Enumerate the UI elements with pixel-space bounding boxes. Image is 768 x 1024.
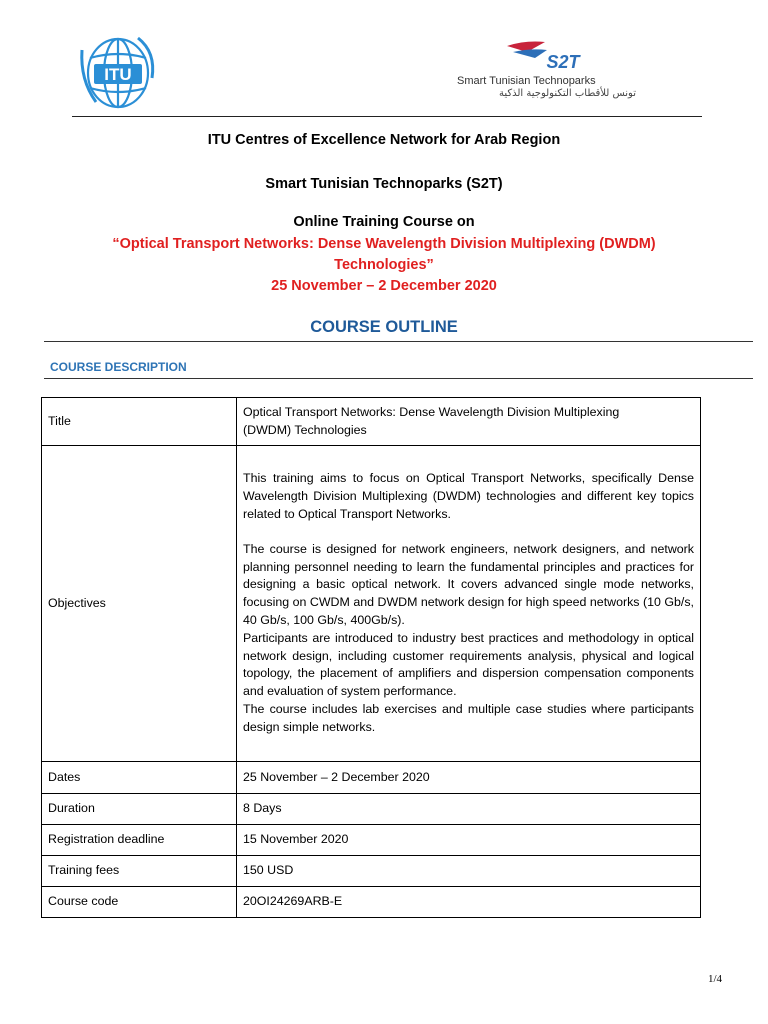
title-value-line2: (DWDM) Technologies xyxy=(243,422,367,437)
table-row xyxy=(42,825,701,856)
objectives-paragraph: The course is designed for network engineers, network designers, and network planning personnel needing to learn the fundamental principles and practices for designing a basic optical network. It covers advanced single mode networks, focusing on CWDM and DWDM network design for high speed networks (10 Gb/s, 40 Gb/s, 100 Gb/s, 400Gb/s). xyxy=(243,541,694,627)
objectives-paragraph: The course includes lab exercises and multiple case studies where participants design simple networks. xyxy=(243,701,694,734)
table-row xyxy=(42,794,701,825)
header-divider xyxy=(72,116,702,117)
table-row xyxy=(42,887,701,918)
dates-label: Dates xyxy=(42,762,237,794)
deadline-label: Registration deadline xyxy=(42,825,237,856)
objectives-paragraph: This training aims to focus on Optical Transport Networks, specifically Dense Wavelength Division Multiplexing (DWDM) technologies and different key topics related to Optical Transport Networks. xyxy=(243,471,694,522)
heading-online-course: Online Training Course on xyxy=(293,214,475,230)
duration-value: 8 Days xyxy=(237,794,701,825)
s2t-name: Smart Tunisian Technoparks xyxy=(457,75,596,87)
heading-s2t: Smart Tunisian Technoparks (S2T) xyxy=(265,176,503,192)
title-value xyxy=(237,398,701,446)
course-dates-heading: 25 November – 2 December 2020 xyxy=(271,278,497,294)
svg-text:S2T: S2T xyxy=(546,52,580,72)
heading-itu-centres: ITU Centres of Excellence Network for Arab Region xyxy=(207,132,561,148)
objectives-paragraph: Participants are introduced to industry best practices and methodology in optical network design, including customer requirements analysis, physical and logical topology, the placement of amplifiers and dispersion compensation components and evaluation of system performance. xyxy=(243,630,694,699)
table-row xyxy=(42,856,701,887)
objectives-value xyxy=(237,446,701,762)
deadline-value: 15 November 2020 xyxy=(237,825,701,856)
fees-value: 150 USD xyxy=(237,856,701,887)
table-row xyxy=(42,398,701,446)
course-title-line2: Technologies” xyxy=(334,257,434,273)
objectives-label: Objectives xyxy=(42,446,237,762)
course-info-table xyxy=(41,397,701,918)
fees-label: Training fees xyxy=(42,856,237,887)
itu-logo xyxy=(78,30,158,116)
course-code-label: Course code xyxy=(42,887,237,918)
course-title-line1: “Optical Transport Networks: Dense Wavelength Division Multiplexing (DWDM) xyxy=(112,236,656,252)
course-outline-title: COURSE OUTLINE xyxy=(310,318,458,336)
description-divider xyxy=(44,378,753,379)
page-number: 1/4 xyxy=(707,973,722,985)
title-label: Title xyxy=(42,398,237,446)
dates-value: 25 November – 2 December 2020 xyxy=(237,762,701,794)
duration-label: Duration xyxy=(42,794,237,825)
outline-divider xyxy=(44,341,753,342)
title-value-line1: Optical Transport Networks: Dense Wavelength Division Multiplexing xyxy=(243,404,620,419)
table-row xyxy=(42,762,701,794)
svg-text:ITU: ITU xyxy=(104,65,132,84)
course-code-value: 20OI24269ARB-E xyxy=(237,887,701,918)
course-description-title: COURSE DESCRIPTION xyxy=(50,360,187,374)
s2t-arabic-name: تونس للأقطاب التكنولوجية الذكية xyxy=(498,88,636,99)
table-row xyxy=(42,446,701,762)
